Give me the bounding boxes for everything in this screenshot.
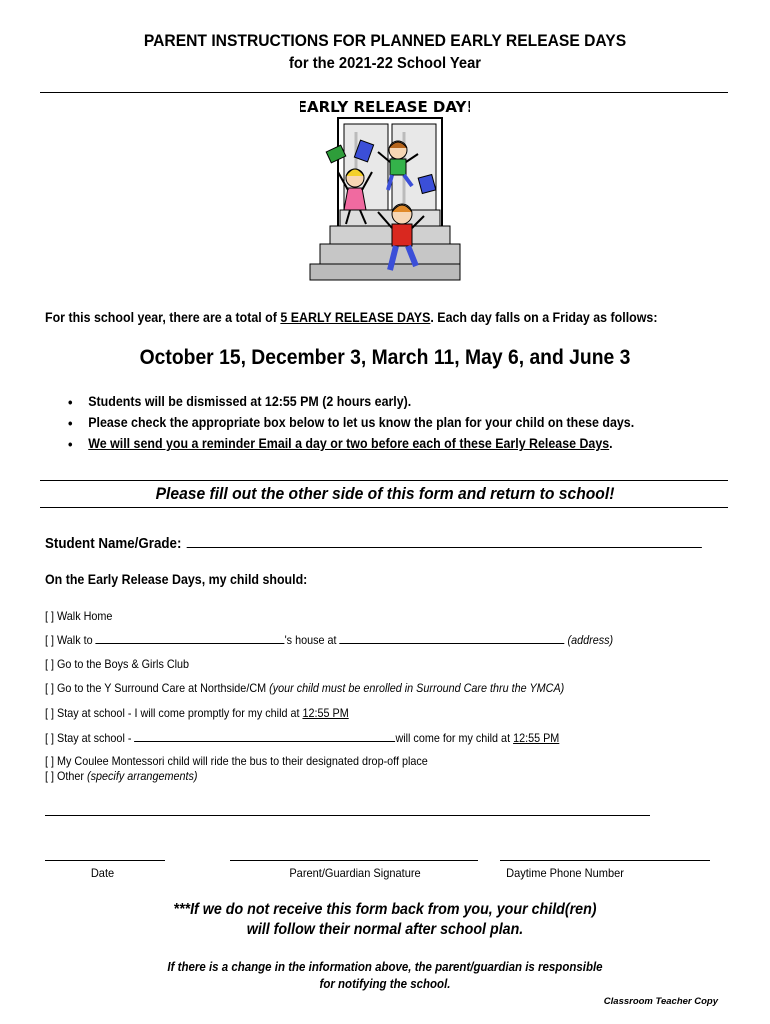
option-other[interactable]: [ ] Other (specify arrangements) (45, 769, 198, 783)
release-dates: October 15, December 3, March 11, May 6, and June 3 (139, 346, 631, 369)
date-line[interactable] (45, 860, 165, 861)
signature-label: Parent/Guardian Signature (289, 866, 421, 880)
student-name-field[interactable]: Student Name/Grade: (45, 533, 702, 552)
bullet-check-box: • Please check the appropriate box below to let us know the plan for your child on these days. (68, 415, 634, 436)
phone-line[interactable] (500, 860, 710, 861)
release-days-count: 5 EARLY RELEASE DAYS (280, 310, 431, 325)
intro-text: For this school year, there are a total of 5 EARLY RELEASE DAYS. Each day falls on a Friday as follows: (45, 310, 658, 325)
notice-top-divider (40, 480, 728, 481)
option-stay-at-school[interactable]: [ ] Stay at school - I will come promptly for my child at 12:55 PM (45, 706, 349, 720)
copy-label: Classroom Teacher Copy (603, 996, 718, 1007)
notice-bottom-divider (40, 507, 728, 508)
option-stay-someone[interactable]: [ ] Stay at school - will come for my child at 12:55 PM (45, 731, 560, 745)
friend-name-blank[interactable] (96, 632, 285, 644)
option-boys-girls-club[interactable]: [ ] Go to the Boys & Girls Club (45, 657, 190, 671)
option-walk-home[interactable]: [ ] Walk Home (45, 609, 113, 623)
illustration-caption: EARLY RELEASE DAY! (300, 98, 470, 116)
option-walk-to[interactable]: [ ] Walk to 's house at (address) (45, 633, 614, 647)
address-blank[interactable] (340, 632, 565, 644)
return-notice: Please fill out the other side of this form and return to school! (155, 484, 615, 503)
phone-label: Daytime Phone Number (506, 866, 624, 880)
page-subtitle: for the 2021-22 School Year (289, 55, 481, 72)
date-label: Date (90, 866, 115, 880)
pickup-person-blank[interactable] (134, 730, 395, 742)
bullet-dismissal: • Students will be dismissed at 12:55 PM (2 hours early). (68, 394, 634, 415)
options-heading: On the Early Release Days, my child should: (45, 572, 308, 587)
option-coulee-bus[interactable]: [ ] My Coulee Montessori child will ride the bus to their designated drop-off place (45, 754, 428, 768)
page-title: PARENT INSTRUCTIONS FOR PLANNED EARLY RELEASE DAYS (143, 31, 627, 50)
change-notice: If there is a change in the information above, the parent/guardian is responsible for notifying the school. (167, 960, 603, 991)
bullet-reminder: • We will send you a reminder Email a day or two before each of these Early Release Days. (68, 436, 634, 457)
return-warning: ***If we do not receive this form back from you, your child(ren) will follow their normal after school plan. (173, 901, 597, 938)
early-release-illustration (300, 92, 470, 282)
signature-line[interactable] (230, 860, 478, 861)
info-bullets (68, 394, 634, 457)
other-arrangements-line[interactable] (45, 815, 650, 816)
option-y-surround[interactable]: [ ] Go to the Y Surround Care at Northside/CM (your child must be enrolled in Surround Care thru the YMCA) (45, 681, 565, 695)
student-name-line[interactable] (187, 533, 702, 548)
